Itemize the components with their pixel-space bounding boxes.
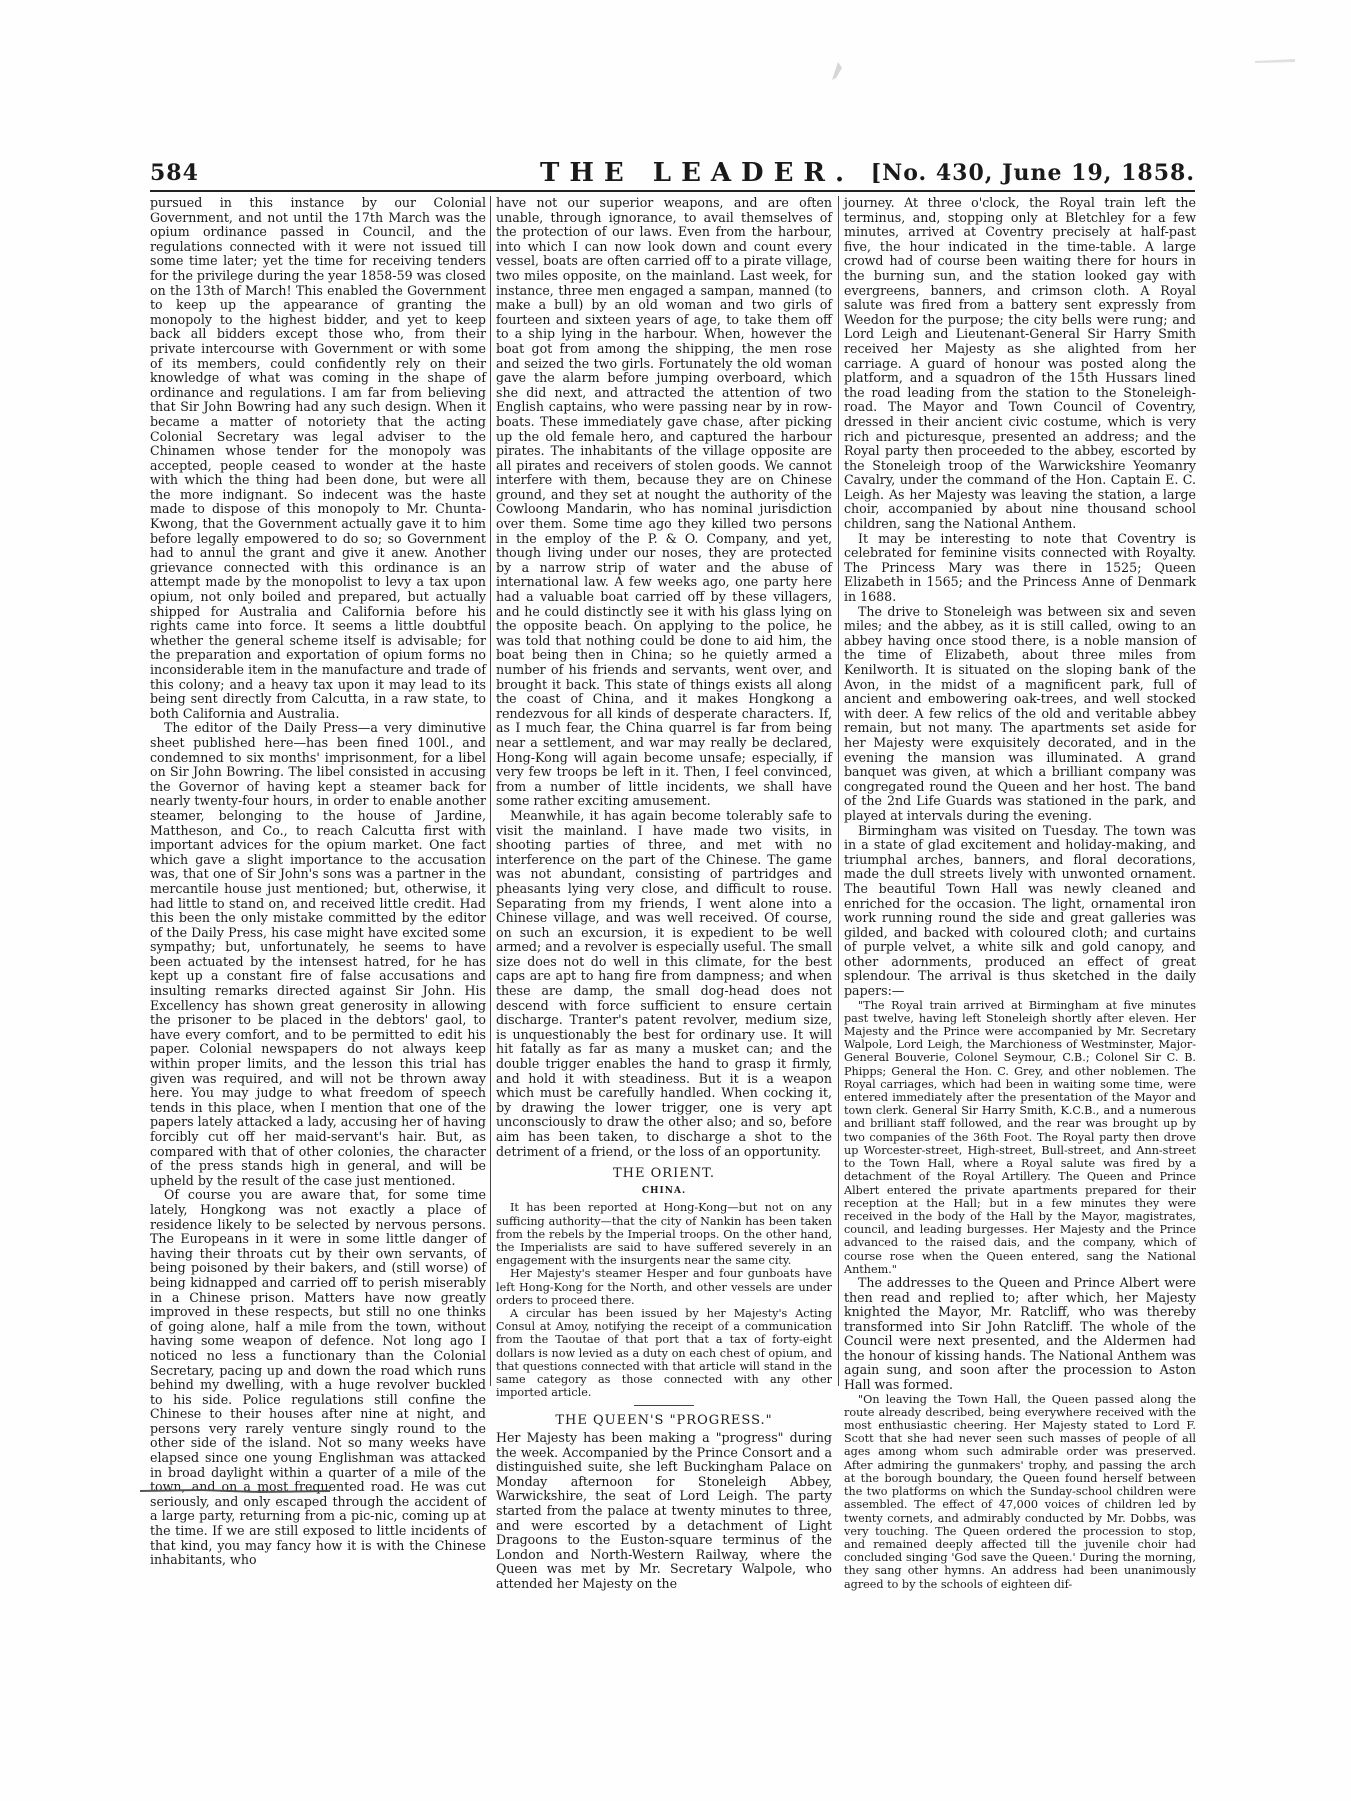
article-paragraph: pursued in this instance by our Colonial Government, and not until the 17th March was the opium ordinance passed in Council, and the regulations connected with it were not issued till some time later; yet the time for receiving tenders for the privilege during the year 1858-59 was closed on the 13th of March! This enabled the Government to keep up the appearance of granting the monopoly to the highest bidder, and yet to keep back all bidders except those who, from their private intercourse with Government or with some of its members, could confidently rely on their knowledge of what was coming in the shape of ordinance and regulations. I am far from believing that Sir John Bowring had any such design. When it became a matter of notoriety that the acting Colonial Secretary was legal adviser to the Chinamen whose tender for the monopoly was accepted, people ceased to wonder at the haste with which the thing had been done, but were all the more indignant. So indecent was the haste made to dispose of this monopoly to Mr. Chunta-Kwong, that the Government actually gave it to him before legally empowered to do so; so Government had to annul the grant and give it anew. Another grievance connected with this ordinance is an attempt made by the monopolist to levy a tax upon opium, not only boiled and prepared, but actually shipped for Australia and California before his rights came into force. It seems a little doubtful whether the general scheme itself is advisable; for the preparation and exportation of opium forms no inconsiderable item in the manufacture and trade of this colony; and a heavy tax upon it may lead to its being sent directly from Calcutta, in a raw state, to both California and Australia. [150,195,486,721]
section-divider [634,1405,694,1406]
article-paragraph: A circular has been issued by her Majesty's Acting Consul at Amoy, notifying the receipt of a communication from the Taoutae of that port that a tax of forty-eight dollars is now levied as a duty on each chest of opium, and that questions connected with that article will stand in the same category as those connected with any other imported article. [496,1307,832,1400]
article-paragraph: The editor of the Daily Press—a very diminutive sheet published here—has been fined 100l., and condemned to six months' imprisonment, for a libel on Sir John Bowring. The libel consisted in accusing the Governor of having kept a steamer back for nearly twenty-four hours, in order to enable another steamer, belonging to the house of Jardine, Mattheson, and Co., to reach Calcutta first with important advices for the opium market. One fact which gave a slight importance to the accusation was, that one of Sir John's sons was a partner in the mercantile house just mentioned; but, otherwise, it had little to stand on, and received little credit. Had this been the only mistake committed by the editor of the Daily Press, his case might have excited some sympathy; but, unfortunately, he seems to have been actuated by the intensest hatred, for he has kept up a constant fire of false accusations and insulting remarks directed against Sir John. His Excellency has shown great generosity in allowing the prisoner to be placed in the debtors' gaol, to have every comfort, and to be permitted to edit his paper. Colonial newspapers do not always keep within proper limits, and the lesson this trial has given was required, and will not be thrown away here. You may judge to what freedom of speech tends in this place, when I mention that one of the papers lately attacked a lady, accusing her of having forcibly cut off her maid-servant's hair. But, as compared with that of other colonies, the character of the press stands high in general, and will be upheld by the result of the case just mentioned. [150,720,486,1188]
newspaper-title: THE LEADER. [540,158,855,188]
article-paragraph: Of course you are aware that, for some time lately, Hongkong was not exactly a place of residence likely to be selected by nervous persons. The Europeans in it were in some little danger of having their throats cut by their own servants, of being poisoned by their bakers, and (still worse) of being kidnapped and carried off to perish miserably in a Chinese prison. Matters have now greatly improved in these respects, but still no one thinks of going alone, half a mile from the town, without having some weapon of defence. Not long ago I noticed no less a functionary than the Colonial Secretary, pacing up and down the road which runs behind my dwelling, with a huge revolver buckled to his side. Police regulations still confine the Chinese to their houses after nine at night, and persons very rarely venture singly round to the other side of the island. Not so many weeks have elapsed since one young Englishman was attacked in broad daylight within a quarter of a mile of the town, and on a most frequented road. He was cut seriously, and only escaped through the accident of a large party, returning from a pic-nic, coming up at the time. If we are still exposed to little incidents of that kind, you may fancy how it is with the Chinese inhabitants, who [150,1187,486,1568]
quoted-passage: "The Royal train arrived at Birmingham at five minutes past twelve, having left Stoneleigh shortly after eleven. Her Majesty and the Prince were accompanied by Mr. Secretary Walpole, Lord Leigh, the Marchioness of Westminster, Major-General Bouverie, Colonel Seymour, C.B.; Colonel Sir C. B. Phipps; General the Hon. C. Grey, and other noblemen. The Royal carriages, which had been in waiting some time, were entered immediately after the presentation of the Mayor and town clerk. General Sir Harry Smith, K.C.B., and a numerous and brilliant staff followed, and the rear was brought up by two companies of the 36th Foot. The Royal party then drove up Worcester-street, High-street, Bull-street, and Ann-street to the Town Hall, where a Royal salute was fired by a detachment of the Royal Artillery. The Queen and Prince Albert entered the private apartments prepared for their reception at the Hall; but in a few minutes they were received in the body of the Hall by the Mayor, magistrates, council, and leading burgesses. Her Majesty and the Prince advanced to the raised dais, and the company, which of course rose when the Queen entered, sang the National Anthem." [844,998,1196,1276]
article-paragraph: The addresses to the Queen and Prince Albert were then read and replied to; after which, her Majesty knighted the Mayor, Mr. Ratcliff, who was thereby transformed into Sir John Ratcliff. The whole of the Council were next presented, and the Aldermen had the honour of kissing hands. The National Anthem was again sung, and soon after the procession to Aston Hall was formed. [844,1274,1196,1393]
column-3 [844,195,1196,1591]
header-rule [150,190,1195,192]
section-heading-queens-progress: THE QUEEN'S "PROGRESS." [555,1413,773,1429]
page-number: 584 [150,160,199,186]
print-scratch-mark [140,1478,330,1482]
ink-smudge [1255,50,1295,58]
article-paragraph: It has been reported at Hong-Kong—but not on any sufficing authority—that the city of Nankin has been taken from the rebels by the Imperial troops. On the other hand, the Imperialists are said to have suffered severely in an engagement with the insurgents near the same city. [496,1201,832,1268]
section-heading-orient: THE ORIENT. [613,1166,715,1182]
quoted-passage: "On leaving the Town Hall, the Queen passed along the route already described, being everywhere received with the most enthusiastic cheering. Her Majesty stated to Lord F. Scott that she had never seen such masses of people of all ages among whom such admirable order was preserved. After admiring the gunmakers' trophy, and passing the arch at the borough boundary, the Queen found herself between the two platforms on which the Sunday-school children were assembled. The effect of 47,000 voices of children led by twenty cornets, and admirably conducted by Mr. Dobbs, was very touching. The Queen ordered the procession to stop, and remained deeply affected till the juvenile choir had concluded singing 'God save the Queen.' During the morning, they sang other hymns. An address had been unanimously agreed to by the schools of eighteen dif- [844,1392,1196,1591]
column-rule [490,196,491,1386]
column-2 [496,195,832,1591]
article-paragraph: journey. At three o'clock, the Royal train left the terminus, and, stopping only at Bletchley for a few minutes, arrived at Coventry precisely at half-past five, the hour indicated in the time-table. A large crowd had of course been waiting there for hours in the burning sun, and the station looked gay with evergreens, banners, and crimson cloth. A Royal salute was fired from a battery sent expressly from Weedon for the purpose; the city bells were rung; and Lord Leigh and Lieutenant-General Sir Harry Smith received her Majesty as she alighted from her carriage. A guard of honour was posted along the platform, and a squadron of the 15th Hussars lined the road leading from the station to the Stoneleigh-road. The Mayor and Town Council of Coventry, dressed in their ancient civic costume, which is very rich and picturesque, presented an address; and the Royal party then proceeded to the abbey, escorted by the Stoneleigh troop of the Warwickshire Yeomanry Cavalry, under the command of the Hon. Captain E. C. Leigh. As her Majesty was leaving the station, a large choir, accompanied by about nine thousand school children, sang the National Anthem. [844,195,1196,532]
article-paragraph: Meanwhile, it has again become tolerably safe to visit the mainland. I have made two visits, in shooting parties of three, and met with no interference on the part of the Chinese. The game was not abundant, consisting of partridges and pheasants lying very close, and difficult to rouse. Separating from my friends, I went alone into a Chinese village, and was well received. Of course, on such an excursion, it is expedient to be well armed; and a revolver is especially useful. The small size does not do well in this climate, for the best caps are apt to hang fire from dampness; and when these are damp, the small dog-head does not descend with force sufficient to ensure certain discharge. Tranter's patent revolver, medium size, is unquestionably the best for ordinary use. It will hit fatally as far as many a musket can; and the double trigger enables the hand to grasp it firmly, and hold it with steadiness. But it is a weapon which must be carefully handled. When cocking it, by drawing the lower trigger, one is very apt unconsciously to draw the other also; and so, before aim has been taken, to discharge a shot to the detriment of a friend, or the loss of an opportunity. [496,807,832,1159]
article-paragraph: The drive to Stoneleigh was between six and seven miles; and the abbey, as it is still called, owing to an abbey having once stood there, is a noble mansion of the time of Elizabeth, about three miles from Kenilworth. It is situated on the sloping bank of the Avon, in the midst of a magnificent park, full of ancient and embowering oak-trees, and well stocked with deer. A few relics of the old and veritable abbey remain, but not many. The apartments set aside for her Majesty were exquisitely decorated, and in the evening the mansion was illuminated. A grand banquet was given, at which a brilliant company was congregated round the Queen and her host. The band of the 2nd Life Guards was stationed in the park, and played at intervals during the evening. [844,603,1196,823]
column-rule [838,196,839,1386]
column-1 [150,195,486,1568]
article-paragraph: Birmingham was visited on Tuesday. The town was in a state of glad excitement and holiday-making, and triumphal arches, banners, and floral decorations, made the dull streets lively with unwonted ornament. The beautiful Town Hall was newly cleaned and enriched for the occasion. The light, ornamental iron work running round the side and great galleries was gilded, and backed with coloured cloth; and curtains of purple velvet, a white silk and gold canopy, and other adornments, produced an effect of great splendour. The arrival is thus sketched in the daily papers:— [844,822,1196,999]
masthead [150,158,1195,192]
article-paragraph: Her Majesty has been making a "progress" during the week. Accompanied by the Prince Consort and a distinguished suite, she left Buckingham Palace on Monday afternoon for Stoneleigh Abbey, Warwickshire, the seat of Lord Leigh. The party started from the palace at twenty minutes to three, and were escorted by a detachment of Light Dragoons to the Euston-square terminus of the London and North-Western Railway, where the Queen was met by Mr. Secretary Walpole, who attended her Majesty on the [496,1430,832,1591]
issue-date: [No. 430, June 19, 1858. [870,160,1195,186]
article-paragraph: It may be interesting to note that Coventry is celebrated for feminine visits connected with Royalty. The Princess Mary was there in 1525; Queen Elizabeth in 1565; and the Princess Anne of Denmark in 1688. [844,530,1196,605]
section-subheading-china: CHINA. [641,1185,687,1196]
article-paragraph: have not our superior weapons, and are often unable, through ignorance, to avail themselves of the protection of our laws. Even from the harbour, into which I can now look down and count every vessel, boats are often carried off to a pirate village, two miles opposite, on the mainland. Last week, for instance, three men engaged a sampan, manned (to make a bull) by an old woman and two girls of fourteen and sixteen years of age, to take them off to a ship lying in the harbour. When, however the boat got from among the shipping, the men rose and seized the two girls. Fortunately the old woman gave the alarm before jumping overboard, which she did next, and attracted the attention of two English captains, who were passing near by in row-boats. These immediately gave chase, after picking up the old female hero, and captured the harbour pirates. The inhabitants of the village opposite are all pirates and receivers of stolen goods. We cannot interfere with them, because they are on Chinese ground, and they set at nought the authority of the Cowloong Mandarin, who has nominal jurisdiction over them. Some time ago they killed two persons in the employ of the P. & O. Company, and yet, though living under our noses, they are protected by a narrow strip of water and the abuse of international law. A few weeks ago, one party here had a valuable boat carried off by these villagers, and he could distinctly see it with his glass lying on the opposite beach. On applying to the police, he was told that nothing could be done to aid him, the boat being then in China; so he quietly armed a number of his friends and servants, went over, and brought it back. This state of things exists all along the coast of China, and it makes Hongkong a rendezvous for all kinds of desperate characters. If, as I much fear, the China quarrel is far from being near a settlement, and war may really be declared, Hong-Kong will again become unsafe; especially, if very few troops be left in it. Then, I feel convinced, from a number of little incidents, we shall have some rather exciting amusement. [496,195,832,809]
ink-smudge [830,58,846,82]
article-paragraph: Her Majesty's steamer Hesper and four gunboats have left Hong-Kong for the North, and other vessels are under orders to proceed there. [496,1267,832,1307]
